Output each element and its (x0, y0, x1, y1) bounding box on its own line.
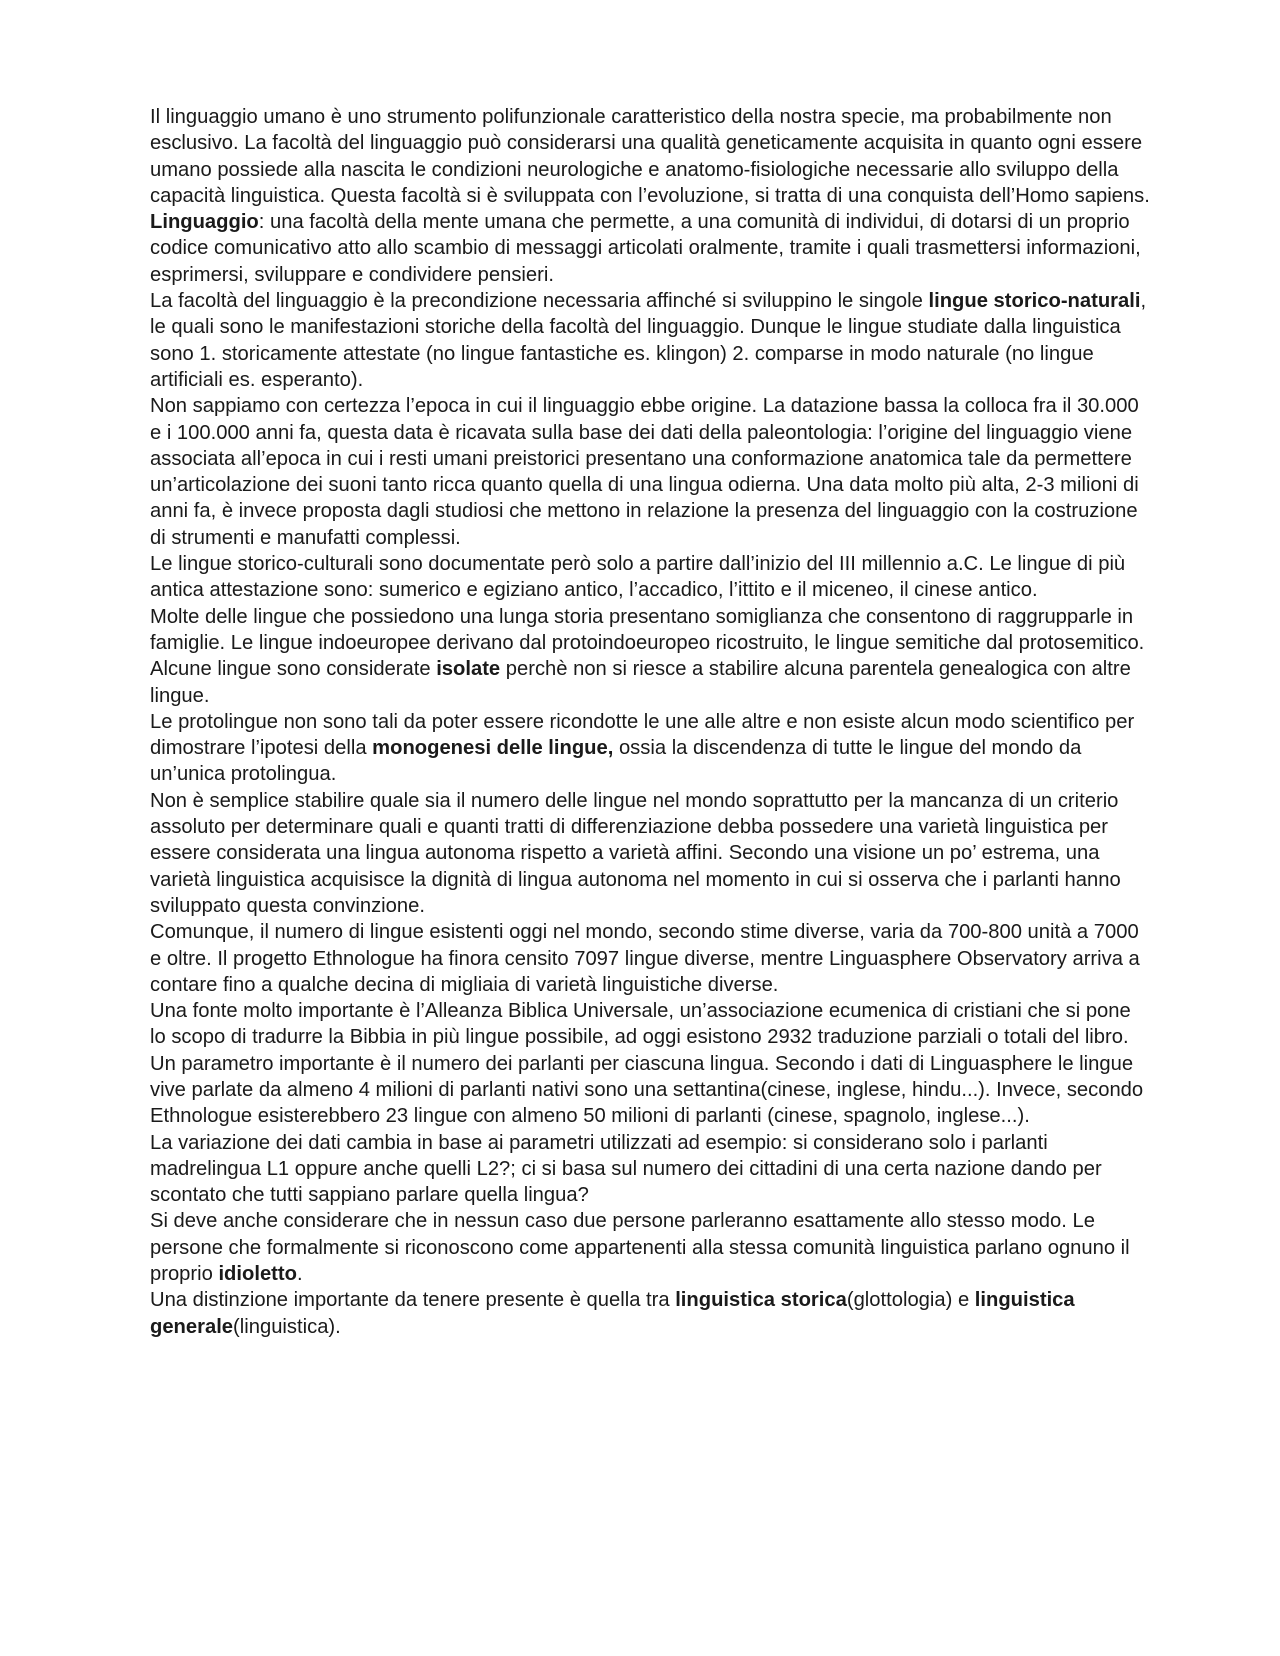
paragraph-linguistics-distinction (150, 1287, 1150, 1340)
paragraph-definition-linguaggio (150, 209, 1150, 288)
text-run: Le protolingue non sono tali da poter essere ricondotte le une alle altre e non esiste alcun modo scientifico per dimostrare l’ipotesi della (150, 710, 1135, 760)
text-run: Non è semplice stabilire quale sia il numero delle lingue nel mondo soprattutto per la mancanza di un criterio assoluto per determinare quali e quanti tratti di differenziazione debba possedere una varietà linguistica per essere considerata una lingua autonoma rispetto a varietà affini. Secondo una visione un po’ estrema, una varietà linguistica acquisisce la dignità di lingua autonoma nel momento in cui si osserva che i parlanti hanno sviluppato questa convinzione. (150, 789, 1121, 917)
text-run: perchè non si riesce a stabilire alcuna parentela genealogica con altre lingue. (150, 658, 1131, 707)
paragraph-lingue-storico-naturali (150, 288, 1150, 393)
text-run: (linguistica). (233, 1315, 341, 1338)
bold-term: lingue storico-naturali (928, 290, 1141, 313)
text-run: La variazione dei dati cambia in base ai parametri utilizzati ad esempio: si considerano solo i parlanti madrelingua L1 oppure anche quelli L2?; ci si basa sul numero dei cittadini di una certa nazione dando per scontato che tutti sappiano parlare quella lingua? (150, 1131, 1102, 1207)
paragraph-dating (150, 393, 1150, 551)
text-run: : una facoltà della mente umana che permette, a una comunità di individui, di dotarsi di un proprio codice comunicativo atto allo scambio di messaggi articolati oralmente, tramite i quali trasmettersi informazioni, esprimersi, sviluppare e condividere pensieri. (150, 211, 1141, 286)
text-run: Molte delle lingue che possiedono una lunga storia presentano somiglianza che consentono di raggrupparle in famiglie. Le lingue indoeuropee derivano dal protoindoeuropeo ricostruito, le lingue semitiche dal protosemitico. Alcune lingue sono considerate (150, 605, 1145, 681)
text-run: Non sappiamo con certezza l’epoca in cui il linguaggio ebbe origine. La datazione bassa la colloca fra il 30.000 e i 100.000 anni fa, questa data è ricavata sulla base dei dati della paleontologia: l’origine del linguaggio viene associata all’epoca in cui i resti umani preistorici presentano una conformazione anatomica tale da permettere un’articolazione dei suoni tanto ricca quanto quella di una lingua odierna. Una data molto più alta, 2-3 milioni di anni fa, è invece proposta dagli studiosi che mettono in relazione la presenza del linguaggio con la costruzione di strumenti e manufatti complessi. (150, 395, 1139, 549)
text-run: ossia la discendenza di tutte le lingue del mondo da un’unica protolingua. (150, 737, 1082, 786)
text-run: Si deve anche considerare che in nessun caso due persone parleranno esattamente allo stesso modo. Le persone che formalmente si riconoscono come appartenenti alla stessa comunità linguistica parlano ognuno il proprio (150, 1210, 1130, 1286)
paragraph-estimates (150, 919, 1150, 998)
paragraph-origin-of-language (150, 104, 1150, 209)
paragraph-ancient-languages (150, 551, 1150, 604)
paragraph-idiolect (150, 1208, 1150, 1287)
bold-term: isolate (436, 658, 501, 681)
paragraph-speakers (150, 1051, 1150, 1130)
text-run: Un parametro importante è il numero dei parlanti per ciascuna lingua. Secondo i dati di Linguasphere le lingue vive parlate da almeno 4 milioni di parlanti nativi sono una settantina(cinese, inglese, hindu...). Invece, secondo Ethnologue esisterebbero 23 lingue con almeno 50 milioni di parlanti (cinese, spagnolo, inglese...). (150, 1052, 1144, 1128)
bold-term: linguistica storica (675, 1289, 847, 1312)
text-run: Il linguaggio umano è uno strumento polifunzionale caratteristico della nostra specie, ma probabilmente non esclusivo. La facoltà del linguaggio può considerarsi una qualità geneticamente acquisita in quanto ogni essere umano possiede alla nascita le condizioni neurologiche e anatomo-fisiologiche necessarie allo sviluppo della capacità linguistica. Questa facoltà si è sviluppata con l’evoluzione, si tratta di una conquista dell’Homo sapiens. (150, 106, 1150, 207)
text-run: , le quali sono le manifestazioni storiche della facoltà del linguaggio. Dunque le lingue studiate dalla linguistica sono 1. storicamente attestate (no lingue fantastiche es. klingon) 2. comparse in modo naturale (no lingue artificiali es. esperanto). (150, 290, 1147, 391)
bold-term: monogenesi delle lingue, (372, 737, 614, 760)
paragraph-language-families (150, 604, 1150, 709)
bold-term: linguistica generale (150, 1289, 1075, 1338)
paragraph-data-variation (150, 1130, 1150, 1209)
text-run: Comunque, il numero di lingue esistenti oggi nel mondo, secondo stime diverse, varia da 700-800 unità a 7000 e oltre. Il progetto Ethnologue ha finora censito 7097 lingue diverse, mentre Linguasphere Observatory arriva a contare fino a qualche decina di migliaia di varietà linguistiche diverse. (150, 921, 1140, 996)
text-run: Una fonte molto importante è l’Alleanza Biblica Universale, un’associazione ecumenica di cristiani che si pone lo scopo di tradurre la Bibbia in più lingue possibile, ad oggi esistono 2932 traduzione parziali o totali del libro. (150, 1000, 1131, 1049)
document-page (150, 104, 1150, 1340)
text-run: . (296, 1263, 303, 1286)
text-run: (glottologia) e (846, 1289, 975, 1312)
paragraph-monogenesis (150, 709, 1150, 788)
paragraph-number-of-languages (150, 788, 1150, 919)
bold-term: Linguaggio (150, 211, 259, 234)
text-run: Una distinzione importante da tenere presente è quella tra (150, 1289, 676, 1312)
text-run: Le lingue storico-culturali sono documentate però solo a partire dall’inizio del III millennio a.C. Le lingue di più antica attestazione sono: sumerico e egiziano antico, l’accadico, l’ittito e il miceneo, il cinese antico. (150, 553, 1126, 602)
text-run: La facoltà del linguaggio è la precondizione necessaria affinché si sviluppino le singole (150, 290, 929, 313)
bold-term: idioletto (218, 1263, 297, 1286)
paragraph-biblical-alliance (150, 998, 1150, 1051)
